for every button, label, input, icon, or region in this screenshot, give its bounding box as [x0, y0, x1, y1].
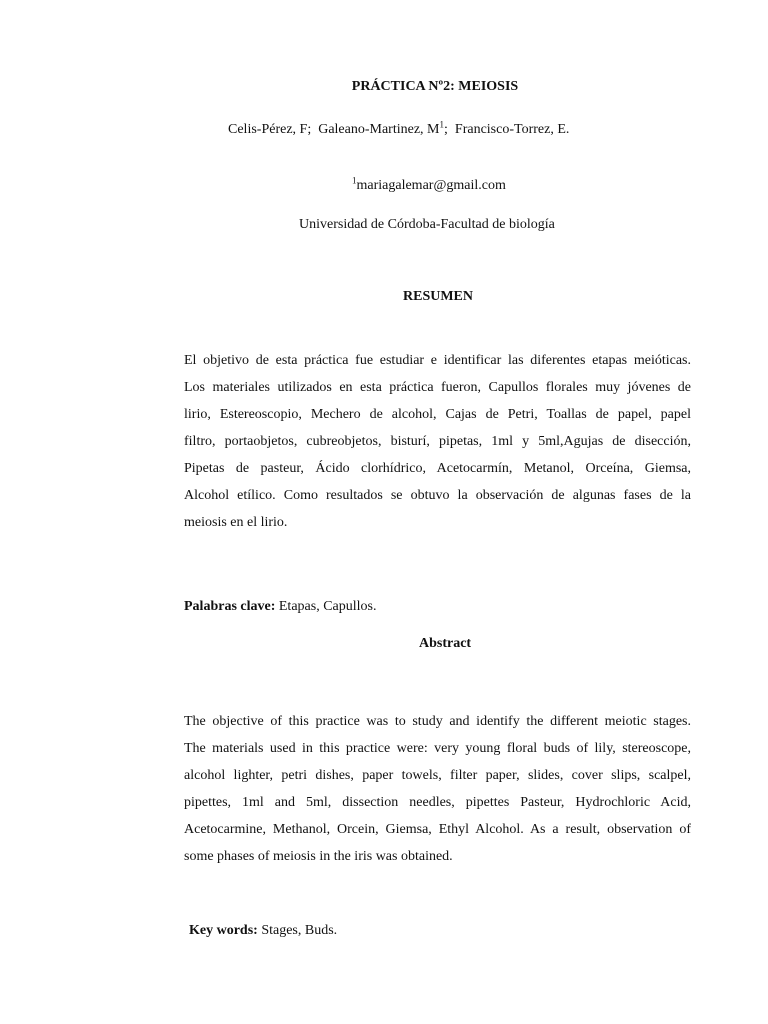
- resumen-line: lirio, Estereoscopio, Mechero de alcohol, Cajas de Petri, Toallas de papel, papel: [184, 407, 691, 422]
- author-1: Celis-Pérez, F;: [228, 122, 312, 137]
- affiliation: Universidad de Córdoba-Facultad de biología: [299, 217, 555, 232]
- resumen-line: meiosis en el lirio.: [184, 515, 288, 530]
- author-3: Francisco-Torrez, E.: [454, 122, 570, 137]
- abstract-line: The materials used in this practice were: very young floral buds of lily, stereoscope,: [184, 741, 691, 756]
- author-2: Galeano-Martinez, M: [318, 122, 440, 137]
- author-2-separator: ;: [444, 122, 448, 137]
- abstract-line: some phases of meiosis in the iris was obtained.: [184, 849, 453, 864]
- authors-line: [228, 119, 570, 138]
- resumen-line: Pipetas de pasteur, Ácido clorhídrico, Acetocarmín, Metanol, Orceína, Giemsa,: [184, 461, 691, 476]
- keywords-english-label: Key words:: [189, 923, 258, 938]
- document-title: PRÁCTICA Nº2: MEIOSIS: [351, 79, 519, 94]
- email-affiliation-mark: 1: [352, 175, 357, 186]
- resumen-line: El objetivo de esta práctica fue estudiar e identificar las diferentes etapas meióticas.: [184, 353, 691, 368]
- keywords-spanish-value: Etapas, Capullos.: [278, 599, 377, 614]
- keywords-english-value: Stages, Buds.: [261, 923, 338, 938]
- keywords-spanish-label: Palabras clave:: [184, 599, 276, 614]
- resumen-heading: RESUMEN: [403, 289, 474, 304]
- keywords-spanish: [184, 599, 376, 615]
- abstract-line: pipettes, 1ml and 5ml, dissection needles, pipettes Pasteur, Hydrochloric Acid,: [184, 795, 691, 810]
- email-address: mariagalemar@gmail.com: [356, 178, 506, 193]
- resumen-line: Los materiales utilizados en esta práctica fueron, Capullos florales muy jóvenes de: [184, 380, 691, 395]
- abstract-line: Acetocarmine, Methanol, Orcein, Giemsa, Ethyl Alcohol. As a result, observation of: [184, 822, 691, 837]
- abstract-heading: Abstract: [419, 636, 472, 651]
- contact-email: [352, 175, 506, 194]
- abstract-line: alcohol lighter, petri dishes, paper towels, filter paper, slides, cover slips, scalpel,: [184, 768, 691, 783]
- abstract-paragraph: [184, 708, 691, 870]
- resumen-line: filtro, portaobjetos, cubreobjetos, bisturí, pipetas, 1ml y 5ml,Agujas de disección,: [184, 434, 691, 449]
- resumen-line: Alcohol etílico. Como resultados se obtuvo la observación de algunas fases de la: [184, 488, 691, 503]
- author-2-affiliation-mark: 1: [439, 119, 445, 130]
- resumen-paragraph: [184, 347, 691, 536]
- keywords-english: [189, 923, 337, 939]
- abstract-line: The objective of this practice was to study and identify the different meiotic stages.: [184, 714, 691, 729]
